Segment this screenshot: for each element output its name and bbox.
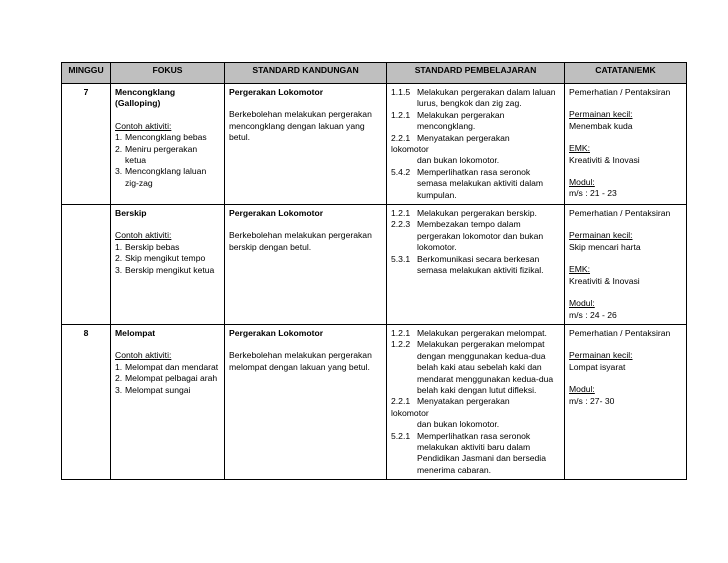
catatan-text: Pemerhatian / Pentaksiran — [569, 327, 671, 338]
contoh-item — [115, 166, 220, 189]
contoh-text: Melompat dan mendarat — [125, 361, 219, 372]
contoh-text: Skip mengikut tempo — [125, 253, 206, 264]
rpt-table — [61, 62, 687, 480]
sp-code: 1.2.2 — [391, 339, 411, 350]
contoh-item — [115, 373, 220, 384]
catatan-heading: Permainan kecil: — [569, 109, 633, 120]
sp-item — [391, 208, 560, 219]
sp-code: 1.2.1 — [391, 208, 411, 219]
sk-title: Pergerakan Lokomotor — [229, 327, 324, 338]
sp-code: 5.3.1 — [391, 253, 411, 264]
catatan-heading: Modul: — [569, 384, 595, 395]
header-catatan-emk: CATATAN/EMK — [565, 63, 687, 84]
standard-kandungan-cell — [225, 205, 387, 325]
catatan-text: Kreativiti & Inovasi — [569, 275, 640, 286]
contoh-item — [115, 385, 220, 396]
contoh-text: Mencongklang laluan zig-zag — [125, 166, 207, 188]
contoh-number: 2. — [115, 373, 123, 384]
catatan-text: Kreativiti & Inovasi — [569, 154, 640, 165]
catatan-text: Lompat isyarat — [569, 361, 626, 372]
catatan-heading: Modul: — [569, 298, 595, 309]
catatan-text: m/s : 21 - 23 — [569, 188, 617, 199]
sp-text: Berkomunikasi secara berkesan semasa melakukan aktiviti fizikal. — [417, 253, 544, 276]
sk-text: Berkebolehan melakukan pergerakan melompat dengan lakuan yang betul. — [229, 350, 372, 372]
sp-code: 2.2.1 — [391, 132, 411, 143]
contoh-text: Meniru pergerakan ketua — [125, 143, 198, 166]
contoh-number: 1. — [115, 132, 123, 143]
sp-item — [391, 254, 560, 277]
table-row — [62, 84, 687, 205]
contoh-text: Melompat pelbagai arah — [125, 373, 218, 384]
sk-title: Pergerakan Lokomotor — [229, 208, 324, 219]
standard-pembelajaran-cell — [387, 205, 565, 325]
sp-code: 5.4.2 — [391, 166, 411, 177]
sk-text: Berkebolehan melakukan pergerakan berskip dengan betul. — [229, 230, 372, 252]
sp-item — [391, 133, 560, 144]
sk-title: Pergerakan Lokomotor — [229, 87, 324, 97]
minggu-cell: 8 — [62, 324, 111, 479]
header-fokus: FOKUS — [111, 63, 225, 84]
fokus-title: (Galloping) — [115, 98, 161, 109]
header-standard-kandungan: STANDARD KANDUNGAN — [225, 63, 387, 84]
header-row — [62, 63, 687, 84]
header-standard-pembelajaran: STANDARD PEMBELAJARAN — [387, 63, 565, 84]
table-row — [62, 324, 687, 479]
sp-tail: dan bukan lokomotor. — [417, 419, 500, 430]
catatan-heading: Permainan kecil: — [569, 350, 633, 361]
fokus-cell — [111, 205, 225, 325]
standard-pembelajaran-cell — [387, 84, 565, 205]
contoh-number: 1. — [115, 241, 123, 252]
sp-item — [391, 339, 560, 396]
sp-text: Menyatakan pergerakan — [417, 132, 510, 143]
sp-continuation: lokomotor — [391, 144, 429, 155]
catatan-heading: EMK: — [569, 143, 591, 154]
catatan-text: m/s : 24 - 26 — [569, 309, 617, 320]
sp-code: 1.2.1 — [391, 327, 411, 338]
contoh-aktiviti-label: Contoh aktiviti: — [115, 120, 172, 131]
sk-text: Berkebolehan melakukan pergerakan mencongklang dengan lakuan yang betul. — [229, 109, 372, 143]
catatan-heading: Modul: — [569, 177, 595, 188]
fokus-title: Berskip — [115, 208, 147, 219]
sp-item — [391, 87, 560, 110]
sp-text: Melakukan pergerakan melompat dengan menggunakan kedua-dua belah kaki atau sebelah kaki dan mendarat menggunakan kedua-dua belah kaki dengan lutut difleksi. — [417, 339, 554, 395]
fokus-title: Mencongklang — [115, 87, 176, 97]
standard-kandungan-cell — [225, 324, 387, 479]
sp-tail: dan bukan lokomotor. — [417, 155, 500, 166]
table-body — [62, 84, 687, 480]
sp-item — [391, 110, 560, 133]
catatan-cell — [565, 84, 687, 205]
contoh-text: Berskip mengikut ketua — [125, 264, 215, 275]
sp-code: 1.2.1 — [391, 109, 411, 120]
catatan-text: Pemerhatian / Pentaksiran — [569, 208, 671, 219]
sp-text: Melakukan pergerakan mencongklang. — [417, 109, 505, 132]
contoh-text: Melompat sungai — [125, 384, 191, 395]
catatan-text: Menembak kuda — [569, 120, 633, 131]
catatan-text: Pemerhatian / Pentaksiran — [569, 87, 671, 97]
sp-code: 2.2.1 — [391, 396, 411, 407]
contoh-item — [115, 242, 220, 253]
contoh-text: Berskip bebas — [125, 241, 180, 252]
contoh-aktiviti-label: Contoh aktiviti: — [115, 230, 172, 241]
contoh-number: 2. — [115, 253, 123, 264]
standard-pembelajaran-cell — [387, 324, 565, 479]
sp-item — [391, 396, 560, 407]
fokus-title: Melompat — [115, 327, 156, 338]
catatan-heading: Permainan kecil: — [569, 230, 633, 241]
sp-continuation: lokomotor — [391, 407, 429, 418]
catatan-text: Skip mencari harta — [569, 241, 641, 252]
fokus-cell — [111, 324, 225, 479]
sp-item — [391, 167, 560, 201]
sp-item — [391, 431, 560, 477]
contoh-item — [115, 253, 220, 264]
contoh-number: 3. — [115, 384, 123, 395]
catatan-text: m/s : 27- 30 — [569, 395, 615, 406]
sp-text: Memperlihatkan rasa seronok melakukan aktiviti baru dalam Pendidikan Jasmani dan bersedia menerima cabaran. — [417, 430, 546, 475]
minggu-cell — [62, 205, 111, 325]
sp-code: 2.2.3 — [391, 219, 411, 230]
sp-text: Memperlihatkan rasa seronok semasa melakukan aktiviti dalam kumpulan. — [417, 166, 544, 200]
sp-item — [391, 328, 560, 339]
sp-text: Melakukan pergerakan melompat. — [417, 327, 547, 338]
sp-text: Membezakan tempo dalam pergerakan lokomotor dan bukan lokomotor. — [417, 219, 544, 253]
sp-text: Menyatakan pergerakan — [417, 396, 510, 407]
catatan-cell — [565, 324, 687, 479]
contoh-number: 2. — [115, 143, 123, 154]
fokus-cell — [111, 84, 225, 205]
minggu-cell: 7 — [62, 84, 111, 205]
contoh-item — [115, 132, 220, 143]
catatan-heading: EMK: — [569, 264, 591, 275]
sp-code: 1.1.5 — [391, 87, 411, 97]
standard-kandungan-cell — [225, 84, 387, 205]
contoh-aktiviti-label: Contoh aktiviti: — [115, 350, 172, 361]
contoh-item — [115, 265, 220, 276]
contoh-item — [115, 144, 220, 167]
table-row — [62, 205, 687, 325]
contoh-number: 1. — [115, 361, 123, 372]
header-minggu: MINGGU — [62, 63, 111, 84]
sp-code: 5.2.1 — [391, 430, 411, 441]
contoh-item — [115, 362, 220, 373]
sp-text: Melakukan pergerakan berskip. — [417, 208, 537, 219]
contoh-text: Mencongklang bebas — [125, 132, 207, 143]
contoh-number: 3. — [115, 166, 123, 177]
sp-item — [391, 219, 560, 253]
contoh-number: 3. — [115, 264, 123, 275]
sp-text: Melakukan pergerakan dalam laluan lurus, bengkok dan zig zag. — [417, 87, 556, 109]
catatan-cell — [565, 205, 687, 325]
